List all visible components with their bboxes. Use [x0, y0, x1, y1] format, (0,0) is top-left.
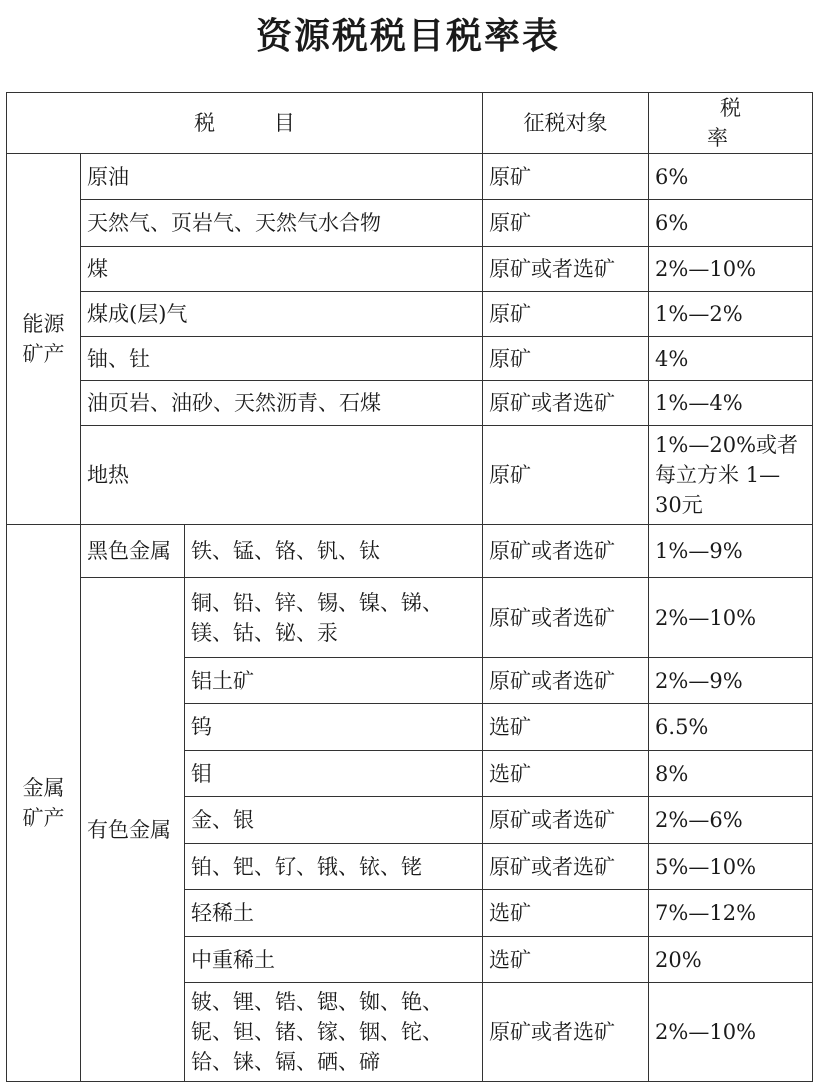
- object-cell: 原矿或者选矿: [483, 797, 649, 844]
- item-cell: 铂、钯、钌、锇、铱、铑: [185, 844, 483, 890]
- object-cell: 原矿或者选矿: [483, 578, 649, 658]
- rate-cell: 1%—2%: [649, 292, 813, 337]
- page-title: 资源税税目税率表: [255, 15, 560, 57]
- table-row: [7, 337, 813, 381]
- table-row: [7, 154, 813, 200]
- header-rate: 税 率: [649, 93, 813, 154]
- group-ferrous: 黑色金属: [81, 525, 185, 578]
- rate-cell: 2%—10%: [649, 983, 813, 1082]
- object-cell: 原矿: [483, 200, 649, 247]
- object-cell: 原矿或者选矿: [483, 381, 649, 426]
- item-cell: 铀、钍: [81, 337, 483, 381]
- object-cell: 原矿: [483, 426, 649, 525]
- item-cell: 原油: [81, 154, 483, 200]
- rate-cell: 4%: [649, 337, 813, 381]
- item-cell: 轻稀土: [185, 890, 483, 937]
- rate-cell: 2%—9%: [649, 658, 813, 704]
- object-cell: 原矿: [483, 337, 649, 381]
- header-object: 征税对象: [483, 93, 649, 154]
- rate-cell: 6.5%: [649, 704, 813, 751]
- header-row: [7, 93, 813, 154]
- table-row: [7, 381, 813, 426]
- header-item: 税 目: [7, 93, 483, 154]
- object-cell: 原矿或者选矿: [483, 658, 649, 704]
- object-cell: 原矿: [483, 292, 649, 337]
- rate-cell: 2%—10%: [649, 578, 813, 658]
- group-nonferrous: 有色金属: [81, 578, 185, 1082]
- rate-cell: 1%—20%或者每立方米 1—30元: [649, 426, 813, 525]
- object-cell: 选矿: [483, 751, 649, 797]
- rate-cell: 5%—10%: [649, 844, 813, 890]
- item-cell: 铁、锰、铬、钒、钛: [185, 525, 483, 578]
- item-cell: 煤成(层)气: [81, 292, 483, 337]
- table-row: [7, 426, 813, 525]
- object-cell: 原矿或者选矿: [483, 247, 649, 292]
- table-row: [7, 200, 813, 247]
- item-cell: 中重稀土: [185, 937, 483, 983]
- rate-cell: 7%—12%: [649, 890, 813, 937]
- tax-rate-table: [6, 92, 813, 1082]
- object-cell: 原矿: [483, 154, 649, 200]
- rate-cell: 1%—4%: [649, 381, 813, 426]
- rate-cell: 1%—9%: [649, 525, 813, 578]
- rate-cell: 20%: [649, 937, 813, 983]
- rate-cell: 8%: [649, 751, 813, 797]
- item-cell: 地热: [81, 426, 483, 525]
- rate-cell: 2%—10%: [649, 247, 813, 292]
- table-row: [7, 247, 813, 292]
- item-cell: 煤: [81, 247, 483, 292]
- rate-cell: 6%: [649, 154, 813, 200]
- rate-cell: 6%: [649, 200, 813, 247]
- table-row: [7, 292, 813, 337]
- rate-cell: 2%—6%: [649, 797, 813, 844]
- table-row: [7, 578, 813, 658]
- item-cell: 钨: [185, 704, 483, 751]
- item-cell: 油页岩、油砂、天然沥青、石煤: [81, 381, 483, 426]
- object-cell: 选矿: [483, 890, 649, 937]
- item-cell: 天然气、页岩气、天然气水合物: [81, 200, 483, 247]
- category-metal: 金属 矿产: [7, 525, 81, 1082]
- table-row: [7, 525, 813, 578]
- object-cell: 选矿: [483, 937, 649, 983]
- object-cell: 选矿: [483, 704, 649, 751]
- item-cell: 钼: [185, 751, 483, 797]
- item-cell: 铜、铅、锌、锡、镍、锑、镁、钴、铋、汞: [185, 578, 483, 658]
- object-cell: 原矿或者选矿: [483, 844, 649, 890]
- item-cell: 铍、锂、锆、锶、铷、铯、铌、钽、锗、镓、铟、铊、铪、铼、镉、硒、碲: [185, 983, 483, 1082]
- category-energy: 能源 矿产: [7, 154, 81, 525]
- object-cell: 原矿或者选矿: [483, 983, 649, 1082]
- object-cell: 原矿或者选矿: [483, 525, 649, 578]
- item-cell: 金、银: [185, 797, 483, 844]
- item-cell: 铝土矿: [185, 658, 483, 704]
